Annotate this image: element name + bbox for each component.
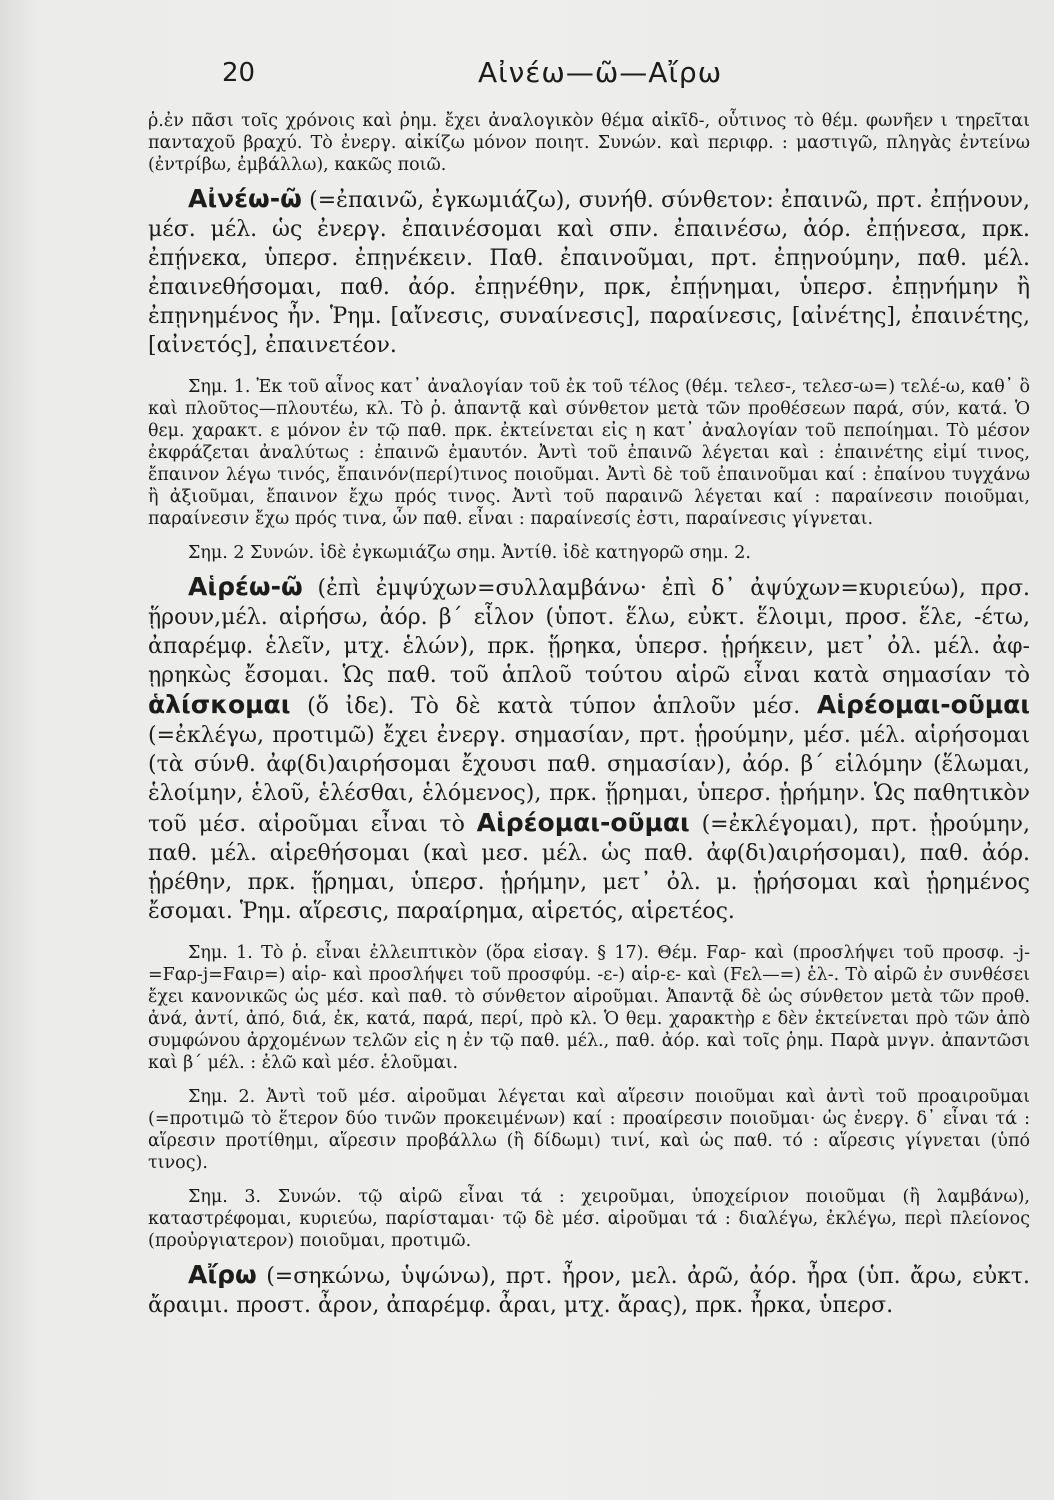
entry-airew-text-c: (=ἐκλέγω, προτιμῶ) ἔχει ἐνεργ. σημασίαν, πρτ. ᾑρούμην, μέσ. μέλ. αἱρήσομαι (τὰ σύνθ. ἀφ(δι)αιρήσομαι ἔχουσι παθ. σημασίαν), ἀόρ. β΄ εἱλόμην (ἕλωμαι, ἑλοίμην, ἑλοῦ, ἑλέσθαι, ἑλόμενος), πρκ. ᾕρημαι, ὑπερσ. ᾑρήμην. Ὡς παθητικὸν τοῦ μέσ. αἱροῦμαι εἶναι τὸ [148,723,1030,837]
note-airew-1: Σημ. 1. Τὸ ῥ. εἶναι ἐλλειπτικὸν (ὅρα εἰσαγ. § 17). Θέμ. Fαρ- καὶ (προσλήψει τοῦ προσφ. -j-=Fαρ-j=Fαιρ=) αἱρ- καὶ προσλήψει τοῦ προσφύμ. -ε-) αἱρ-ε- καὶ (Fελ—=) ἑλ-. Τὸ αἱρῶ ἐν συνθέσει ἔχει κανονικῶς ὡς μέσ. καὶ παθ. τὸ σύνθετον αἱροῦμαι. Ἀπαντᾷ δὲ ὡς σύνθετον μετὰ τῶν προθ. ἀνά, ἀντί, ἀπό, διά, ἐκ, κατά, παρά, περί, πρὸ κλ. Ὁ θεμ. χαρακτὴρ ε δὲν ἐκτείνεται πρὸ τῶν ἀπὸ συμφώνου ἀρχομένων τελῶν εἰς η ἐν τῷ παθ. μέλ., παθ. ἀόρ. καὶ τοῖς ῥημ. Παρὰ μνγν. ἀπαντῶσι καὶ β΄ μέλ. : ἑλῶ καὶ μέσ. ἑλοῦμαι. [148,943,1030,1073]
page-header [0,56,1054,96]
entry-airew-text-a: (ἐπὶ ἐμψύχων=συλλαμβάνω· ἐπὶ δ᾽ ἀψύχων=κυριεύω), πρσ. ᾕρουν,μέλ. αἱρήσω, ἀόρ. β΄ εἷλον (ὑποτ. ἕλω, εὐκτ. ἕλοιμι, προσ. ἕλε, -έτω, ἀπαρέμφ. ἑλεῖν, μτχ. ἑλών), πρκ. ᾕρηκα, ὑπερσ. ᾑρήκειν, μετ᾽ ὀλ. μέλ. ἀφ-ῃρηκὼς ἔσομαι. Ὡς παθ. τοῦ ἁπλοῦ τούτου αἱρῶ εἶναι κατὰ σημασίαν τὸ [148,576,1030,688]
headword-halisko: ἁλίσκομαι [148,690,291,719]
headword-aireomai-middle: Αἱρέομαι-οῦμαι [816,690,1031,719]
entry-ainew [148,184,1030,360]
entry-airew [148,572,1030,926]
headword-ainew: Αἰνέω-ῶ [188,184,302,213]
running-head: Αἰνέω—ῶ—Αἴρω [478,56,723,89]
entry-airew-text-d: (=ἐκλέγομαι), πρτ. ᾑρούμην, παθ. μέλ. αἱρεθήσομαι (καὶ μεσ. μέλ. ὡς παθ. ἀφ(δι)αιρήσομαι), παθ. ἀόρ. ᾑρέθην, πρκ. ᾕρημαι, ὑπερσ. ᾑρήμην, μετ᾽ ὀλ. μ. ᾑρήσομαι καὶ ᾑρημένος ἔσομαι. Ῥημ. αἵρεσις, παραίρημα, αἱρετός, αἱρετέος. [148,812,1030,924]
page-number: 20 [222,58,256,88]
note-airew-2: Σημ. 2. Ἀντὶ τοῦ μέσ. αἱροῦμαι λέγεται καὶ αἵρεσιν ποιοῦμαι καὶ ἀντὶ τοῦ προαιροῦμαι (=προτιμῶ τὸ ἕτερον δύο τινῶν προκειμένων) καί : προαίρεσιν ποιοῦμαι· ὡς ἐνεργ. δ᾽ εἶναι τά : αἵρεσιν προτίθημι, αἵρεσιν προβάλλω (ἢ δίδωμι) τινί, καὶ ὡς παθ. τό : αἵρεσις γίγνεται (ὑπό τινος). [148,1087,1030,1173]
page-body [148,110,1030,1320]
entry-airo-text: (=σηκώνω, ὑψώνω), πρτ. ἦρον, μελ. ἀρῶ, ἀόρ. ἦρα (ὑπ. ἄρω, εὐκτ. ἄραιμι. προστ. ἆρον, ἀπαρέμφ. ἆραι, μτχ. ἄρας), πρκ. ἦρκα, ὑπερσ. [148,1264,1030,1318]
headword-airew: Αἱρέω-ῶ [188,572,303,601]
note-ainew-1: Σημ. 1. Ἐκ τοῦ αἶνος κατ᾽ ἀναλογίαν τοῦ ἐκ τοῦ τέλος (θέμ. τελεσ-, τελεσ-ω=) τελέ-ω, καθ᾽ ὃ καὶ πλοῦτος—πλουτέω, κλ. Τὸ ῥ. ἀπαντᾷ καὶ σύνθετον μετὰ τῶν προθέσεων παρά, σύν, κατά. Ὁ θεμ. χαρακτ. ε μόνον ἐν τῷ παθ. πρκ. ἐκτείνεται εἰς η κατ᾽ ἀναλογίαν τοῦ πεποίημαι. Τὸ μέσον ἐκφράζεται ἀναλύτως : ἐπαινῶ ἐμαυτόν. Ἀντὶ τοῦ ἐπαινῶ λέγεται καὶ : ἐπαινέτης εἰμί τινος, ἔπαινον λέγω τινός, ἔπαινόν(περί)τινος ποιοῦμαι. Ἀντὶ δὲ τοῦ ἐπαινοῦμαι καί : ἐπαίνου τυγχάνω ἢ ἀξιοῦμαι, ἔπαινον ἔχω πρός τινος. Ἀντὶ τοῦ παραινῶ λέγεται καί : παραίνεσιν ποιοῦμαι, παραίνεσιν ἔχω πρός τινα, ὧν παθ. εἶναι : παραίνεσίς ἐστι, παραίνεσις γίγνεται. [148,377,1030,529]
entry-ainew-text: (=ἐπαινῶ, ἐγκωμιάζω), συνήθ. σύνθετον: ἐπαινῶ, πρτ. ἐπῄνουν, μέσ. μέλ. ὡς ἐνεργ. ἐπαινέσομαι καὶ σπν. ἐπαινέσω, ἀόρ. ἐπῄνεσα, πρκ. ἐπῄνεκα, ὑπερσ. ἐπῃνέκειν. Παθ. ἐπαινοῦμαι, πρτ. ἐπῃνούμην, παθ. μέλ. ἐπαινεθήσομαι, παθ. ἀόρ. ἐπῃνέθην, πρκ, ἐπῄνημαι, ὑπερσ. ἐπῃνήμην ἢ ἐπῃνημένος ἦν. Ῥημ. [αἴνεσις, συναίνεσις], παραίνεσις, [αἰνέτης], ἐπαινέτης, [αἰνετός], ἐπαινετέον. [148,188,1030,358]
entry-airo [148,1260,1030,1320]
headword-aireomai-passive: Αἱρέομαι-οῦμαι [476,808,690,837]
note-ainew-2: Σημ. 2 Συνών. ἰδὲ ἐγκωμιάζω σημ. Ἀντίθ. ἰδὲ κατηγορῶ σημ. 2. [188,543,751,563]
note-airew-3: Σημ. 3. Συνών. τῷ αἱρῶ εἶναι τά : χειροῦμαι, ὑποχείριον ποιοῦμαι (ἢ λαμβάνω), καταστρέφομαι, κυριεύω, παρίσταμαι· τῷ δὲ μέσ. αἱροῦμαι τά : διαλέγω, ἐκλέγω, περὶ πλείονος (προὐργιατερον) ποιοῦμαι, προτιμῶ. [148,1187,1030,1251]
intro-continuation: ῥ.ἐν πᾶσι τοῖς χρόνοις καὶ ῥημ. ἔχει ἀναλογικὸν θέμα αἰκῖδ-, οὗτινος τὸ θέμ. φωνῆεν ι τηρεῖται πανταχοῦ βραχύ. Τὸ ἐνεργ. αἰκίζω μόνον ποιητ. Συνών. καὶ περιφρ. : μαστιγῶ, πληγὰς ἐντείνω (ἐντρίβω, ἐμβάλλω), κακῶς ποιῶ. [148,111,1030,175]
headword-airo: Αἴρω [188,1260,257,1289]
entry-airew-text-b: (ὅ ἰδε). Τὸ δὲ κατὰ τύπον ἁπλοῦν μέσ. [307,694,801,719]
